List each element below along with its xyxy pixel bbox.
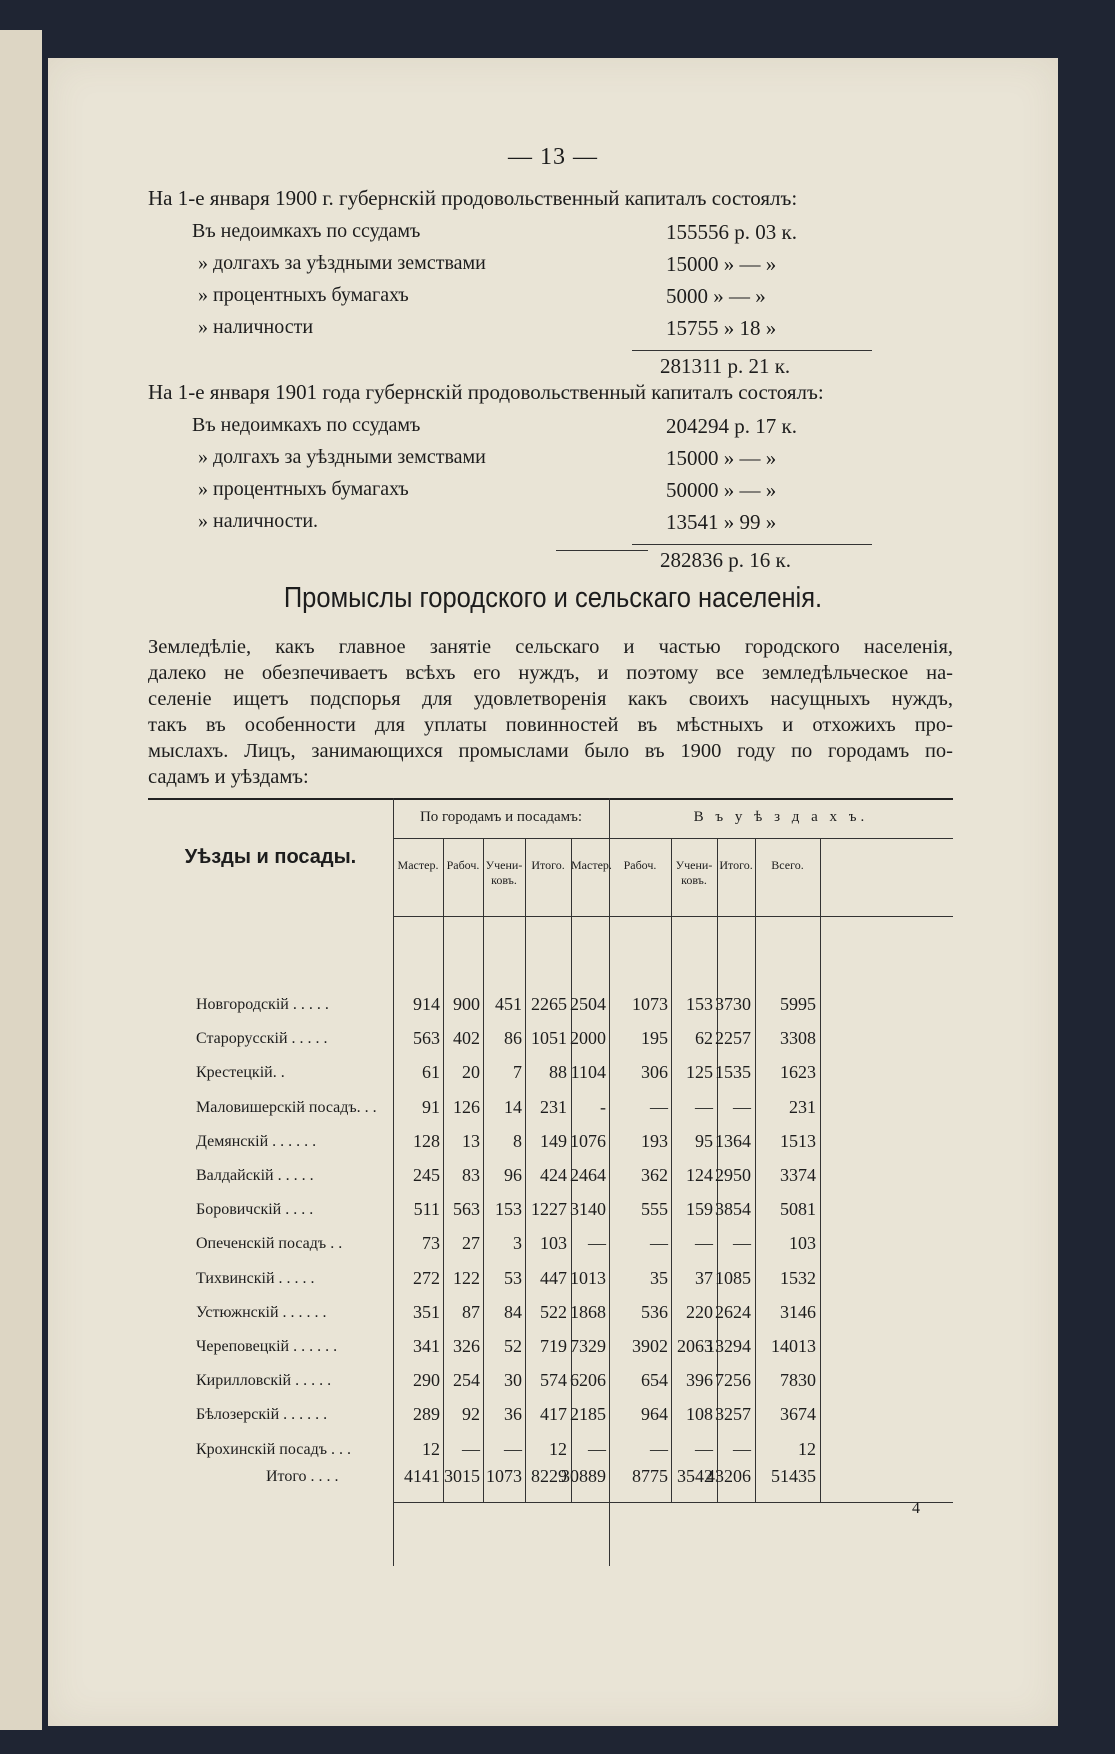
table-cell: 574 (540, 1370, 567, 1391)
table-cell: 6206 (570, 1370, 606, 1391)
table-column-separator (820, 1458, 821, 1502)
total-cell: 3542 (677, 1466, 713, 1486)
body-line: такъ въ особенности для уплаты повинностей въ мѣстныхъ и отхожихъ про- (148, 714, 953, 736)
table-cell: 900 (453, 994, 480, 1014)
capital-item-label: » процентныхъ бумагахъ (198, 478, 409, 500)
row-label: Валдайскій . . . . . (196, 1167, 314, 1184)
row-label: Крестецкій. . (196, 1064, 285, 1082)
table-column-separator (755, 838, 756, 916)
table-cell: 1513 (780, 1130, 816, 1151)
table-cell: 289 (413, 1404, 440, 1425)
capital-total: 282836 р. 16 к. (660, 548, 791, 572)
table-header-bottom-rule (393, 916, 953, 917)
table-cell: 53 (504, 1267, 522, 1288)
total-cell: 51435 (771, 1466, 816, 1486)
capital-1901-intro: На 1-е января 1901 года губернскій продовольственный капиталъ состоялъ: (148, 380, 824, 404)
section-divider (556, 550, 648, 551)
total-cell: 43206 (706, 1466, 751, 1486)
capital-item-amount: 13541 » 99 » (666, 510, 777, 534)
table-cell: 654 (641, 1370, 668, 1391)
table-cell: 14 (504, 1096, 522, 1117)
table-cell: 3140 (570, 1199, 606, 1220)
table-cell: 153 (495, 1199, 522, 1220)
row-label: Кирилловскій . . . . . (196, 1372, 332, 1390)
table-cell: 35 (650, 1267, 668, 1288)
table-cell: 417 (540, 1404, 567, 1425)
table-cell: 3146 (780, 1301, 816, 1322)
table-cell: 1532 (780, 1267, 816, 1288)
table-column-separator (571, 838, 572, 916)
table-cell: 326 (453, 1336, 480, 1356)
group-header-towns: По городамъ и посадамъ: (419, 809, 583, 825)
row-label: Крохинскій посадъ . . . (196, 1440, 352, 1458)
table-cell: 195 (641, 1028, 668, 1049)
table-cell: 424 (540, 1165, 567, 1185)
table-column-separator (820, 838, 821, 916)
row-label: Маловишерскій посадъ. . . (196, 1098, 377, 1116)
row-label: Боровичскій . . . . (196, 1201, 314, 1219)
body-line: садамъ и уѣздамъ: (148, 766, 309, 788)
body-line: селеніе ищетъ подспорья для удовлетворенія какъ своихъ насущныхъ нуждъ, (148, 688, 953, 710)
total-cell: 8775 (632, 1466, 668, 1486)
table-cell: 12 (798, 1438, 816, 1459)
table-cell: 272 (413, 1267, 440, 1288)
capital-item-label: » долгахъ за уѣздными земствами (198, 252, 486, 274)
capital-item-label: » наличности (198, 316, 314, 338)
capital-item-amount: 5000 » — » (666, 284, 766, 308)
table-cell: 86 (504, 1028, 522, 1049)
table-cell: 52 (504, 1336, 522, 1356)
table-cell: 2265 (531, 994, 567, 1014)
table-cell: 563 (413, 1028, 440, 1049)
table-column-separator (820, 916, 821, 1458)
table-cell: 91 (422, 1096, 440, 1117)
table-cell: 2000 (570, 1028, 606, 1049)
body-line: Земледѣліе, какъ главное занятіе сельскаго и частью городского населенія, (148, 636, 953, 658)
total-cell: 1073 (486, 1466, 522, 1486)
table-cell: 231 (789, 1096, 816, 1117)
table-cell: 193 (641, 1130, 668, 1151)
table-cell: 125 (686, 1062, 713, 1083)
column-header: Всего. (771, 858, 804, 872)
table-cell: 8 (513, 1130, 522, 1151)
table-cell: 2504 (570, 994, 606, 1014)
table-cell: 103 (789, 1233, 816, 1254)
table-cell: 62 (695, 1028, 713, 1049)
body-line: далеко не обезпечиваетъ всѣхъ его нуждъ, и поэтому все земледѣльческое на- (148, 662, 953, 684)
table-cell: 1227 (531, 1199, 567, 1220)
row-label: Новгородскій . . . . . (196, 996, 329, 1013)
capital-item-amount: 204294 р. 17 к. (666, 414, 797, 438)
table-cell: 30 (504, 1370, 522, 1391)
table-cell: — (462, 1438, 480, 1459)
table-cell: 1623 (780, 1062, 816, 1083)
capital-item-label: Въ недоимкахъ по ссудамъ (192, 220, 421, 242)
document-page (48, 58, 1058, 1726)
table-cell: 3730 (715, 994, 751, 1014)
table-cell: 3902 (632, 1336, 668, 1356)
table-cell: 511 (413, 1199, 440, 1220)
total-cell: 4141 (404, 1466, 440, 1486)
table-cell: 103 (540, 1233, 567, 1254)
table-cell: 351 (413, 1301, 440, 1322)
table-cell: 220 (686, 1301, 713, 1322)
column-header: Мастер. (571, 858, 612, 872)
table-cell: - (600, 1096, 606, 1117)
table-cell: — (588, 1438, 606, 1459)
column-header: Учени-ковъ. (675, 858, 713, 887)
table-cell: 122 (453, 1267, 480, 1288)
capital-1900-intro: На 1-е января 1900 г. губернскій продовольственный капиталъ состоялъ: (148, 186, 798, 210)
table-cell: 149 (540, 1130, 567, 1151)
crafts-table (148, 798, 953, 1566)
table-column-separator (717, 838, 718, 916)
table-cell: 964 (641, 1404, 668, 1425)
table-cell: 153 (686, 994, 713, 1014)
table-cell: 3308 (780, 1028, 816, 1049)
table-cell: 1073 (632, 994, 668, 1014)
table-cell: 7830 (780, 1370, 816, 1391)
table-cell: 362 (641, 1165, 668, 1185)
table-cell: 231 (540, 1096, 567, 1117)
table-cell: 1051 (531, 1028, 567, 1049)
table-cell: — (650, 1233, 668, 1254)
table-cell: 37 (695, 1267, 713, 1288)
row-label: Опеченскій посадъ . . (196, 1235, 343, 1253)
table-cell: — (695, 1233, 713, 1254)
table-cell: 3257 (715, 1404, 751, 1425)
page-number: — 13 — (508, 144, 598, 170)
table-cell: 1104 (570, 1062, 606, 1083)
group-header-districts: В ъ у ѣ з д а х ъ. (693, 809, 869, 825)
signature-mark: 4 (912, 1500, 920, 1517)
table-cell: 12 (422, 1438, 440, 1459)
table-cell: — (650, 1438, 668, 1459)
total-cell: 3015 (444, 1466, 480, 1486)
table-cell: 88 (549, 1062, 567, 1083)
capital-item-amount: 15000 » — » (666, 446, 777, 470)
table-cell: 84 (504, 1301, 522, 1322)
capital-item-label: » наличности. (198, 510, 319, 532)
table-cell: 555 (641, 1199, 668, 1220)
table-cell: 95 (695, 1130, 713, 1151)
table-cell: 5081 (780, 1199, 816, 1220)
table-cell: 2464 (570, 1165, 606, 1185)
table-cell: 396 (686, 1370, 713, 1391)
table-cell: 1535 (715, 1062, 751, 1083)
table-cell: 522 (540, 1301, 567, 1322)
table-cell: 447 (540, 1267, 567, 1288)
capital-item-label: » процентныхъ бумагахъ (198, 284, 409, 306)
table-cell: — (695, 1438, 713, 1459)
table-cell: — (588, 1233, 606, 1254)
table-cell: 14013 (771, 1336, 816, 1356)
table-cell: 124 (686, 1165, 713, 1185)
row-label: Тихвинскій . . . . . (196, 1269, 315, 1287)
capital-item-amount: 15000 » — » (666, 252, 777, 276)
column-header: Учени-ковъ. (485, 858, 523, 887)
table-cell: 83 (462, 1165, 480, 1185)
table-cell: 719 (540, 1336, 567, 1356)
body-paragraph (148, 634, 953, 790)
table-cell: 2257 (715, 1028, 751, 1049)
table-cell: 126 (453, 1096, 480, 1117)
table-cell: 2185 (570, 1404, 606, 1425)
body-line: мыслахъ. Лицъ, занимающихся промыслами было въ 1900 году по городамъ по- (148, 740, 953, 762)
table-cell: 73 (422, 1233, 440, 1254)
table-cell: 2063 (677, 1336, 713, 1356)
table-cell: 1076 (570, 1130, 606, 1151)
table-cell: — (733, 1438, 751, 1459)
table-cell: 87 (462, 1301, 480, 1322)
table-cell: 3 (513, 1233, 522, 1254)
capital-item-amount: 155556 р. 03 к. (666, 220, 797, 244)
table-stub-header: Уѣзды и посады. (184, 845, 357, 868)
row-label: Череповецкій . . . . . . (196, 1338, 338, 1355)
table-cell: 7256 (715, 1370, 751, 1391)
table-cell: 12 (549, 1438, 567, 1459)
table-cell: — (650, 1096, 668, 1117)
capital-item-amount: 15755 » 18 » (666, 316, 777, 340)
row-label: Старорусскій . . . . . (196, 1030, 328, 1048)
table-cell: 254 (453, 1370, 480, 1391)
table-cell: 1013 (570, 1267, 606, 1288)
capital-item-label: » долгахъ за уѣздными земствами (198, 446, 486, 468)
total-cell: 30889 (561, 1466, 606, 1486)
table-cell: 7 (513, 1062, 522, 1083)
table-cell: 2950 (715, 1165, 751, 1185)
table-cell: 3374 (780, 1165, 816, 1185)
total-cell: 8229 (531, 1466, 567, 1486)
column-header: Итого. (719, 858, 753, 872)
table-cell: 7329 (570, 1336, 606, 1356)
row-label: Устюжнскій . . . . . . (196, 1303, 327, 1321)
table-cell: — (504, 1438, 522, 1459)
table-header-rule (393, 838, 953, 839)
table-cell: — (733, 1233, 751, 1254)
table-cell: 128 (413, 1130, 440, 1151)
sum-rule (632, 544, 872, 545)
table-cell: 1085 (715, 1267, 751, 1288)
table-cell: 96 (504, 1165, 522, 1185)
table-cell: 20 (462, 1062, 480, 1083)
table-cell: 306 (641, 1062, 668, 1083)
table-cell: 3854 (715, 1199, 751, 1220)
table-cell: 61 (422, 1062, 440, 1083)
column-header: Итого. (531, 858, 565, 872)
table-cell: 536 (641, 1301, 668, 1322)
section-heading: Промыслы городского и сельскаго населенія. (283, 582, 823, 614)
table-cell: 27 (462, 1233, 480, 1254)
column-header: Рабоч. (623, 858, 657, 872)
row-label: Бѣлозерскій . . . . . . (196, 1406, 328, 1424)
table-cell: 3674 (780, 1404, 816, 1425)
table-total-rule (393, 1502, 953, 1503)
table-cell: 290 (413, 1370, 440, 1391)
table-cell: 92 (462, 1404, 480, 1425)
column-header: Рабоч. (446, 858, 480, 872)
table-cell: 5995 (780, 994, 816, 1014)
table-cell: 1868 (570, 1301, 606, 1322)
table-cell: 159 (686, 1199, 713, 1220)
table-column-separator (525, 838, 526, 916)
table-cell: 36 (504, 1404, 522, 1425)
table-cell: 2624 (715, 1301, 751, 1322)
table-cell: 563 (453, 1199, 480, 1220)
capital-item-label: Въ недоимкахъ по ссудамъ (192, 414, 421, 436)
table-cell: 914 (413, 994, 440, 1014)
table-cell: — (695, 1096, 713, 1117)
table-cell: 1364 (715, 1130, 751, 1151)
table-column-separator (443, 838, 444, 916)
table-cell: 402 (453, 1028, 480, 1049)
table-cell: 13 (462, 1130, 480, 1151)
table-cell: — (733, 1096, 751, 1117)
table-cell: 245 (413, 1165, 440, 1185)
capital-item-amount: 50000 » — » (666, 478, 777, 502)
table-cell: 341 (413, 1336, 440, 1356)
table-cell: 13294 (706, 1336, 751, 1356)
table-cell: 108 (686, 1404, 713, 1425)
capital-total: 281311 р. 21 к. (660, 354, 791, 378)
column-header: Мастер. (397, 858, 439, 872)
table-cell: 451 (495, 994, 522, 1014)
total-label: Итого . . . . (266, 1468, 339, 1485)
sum-rule (632, 350, 872, 351)
adjacent-page-edge (0, 30, 42, 1730)
row-label: Демянскій . . . . . . (196, 1132, 317, 1150)
